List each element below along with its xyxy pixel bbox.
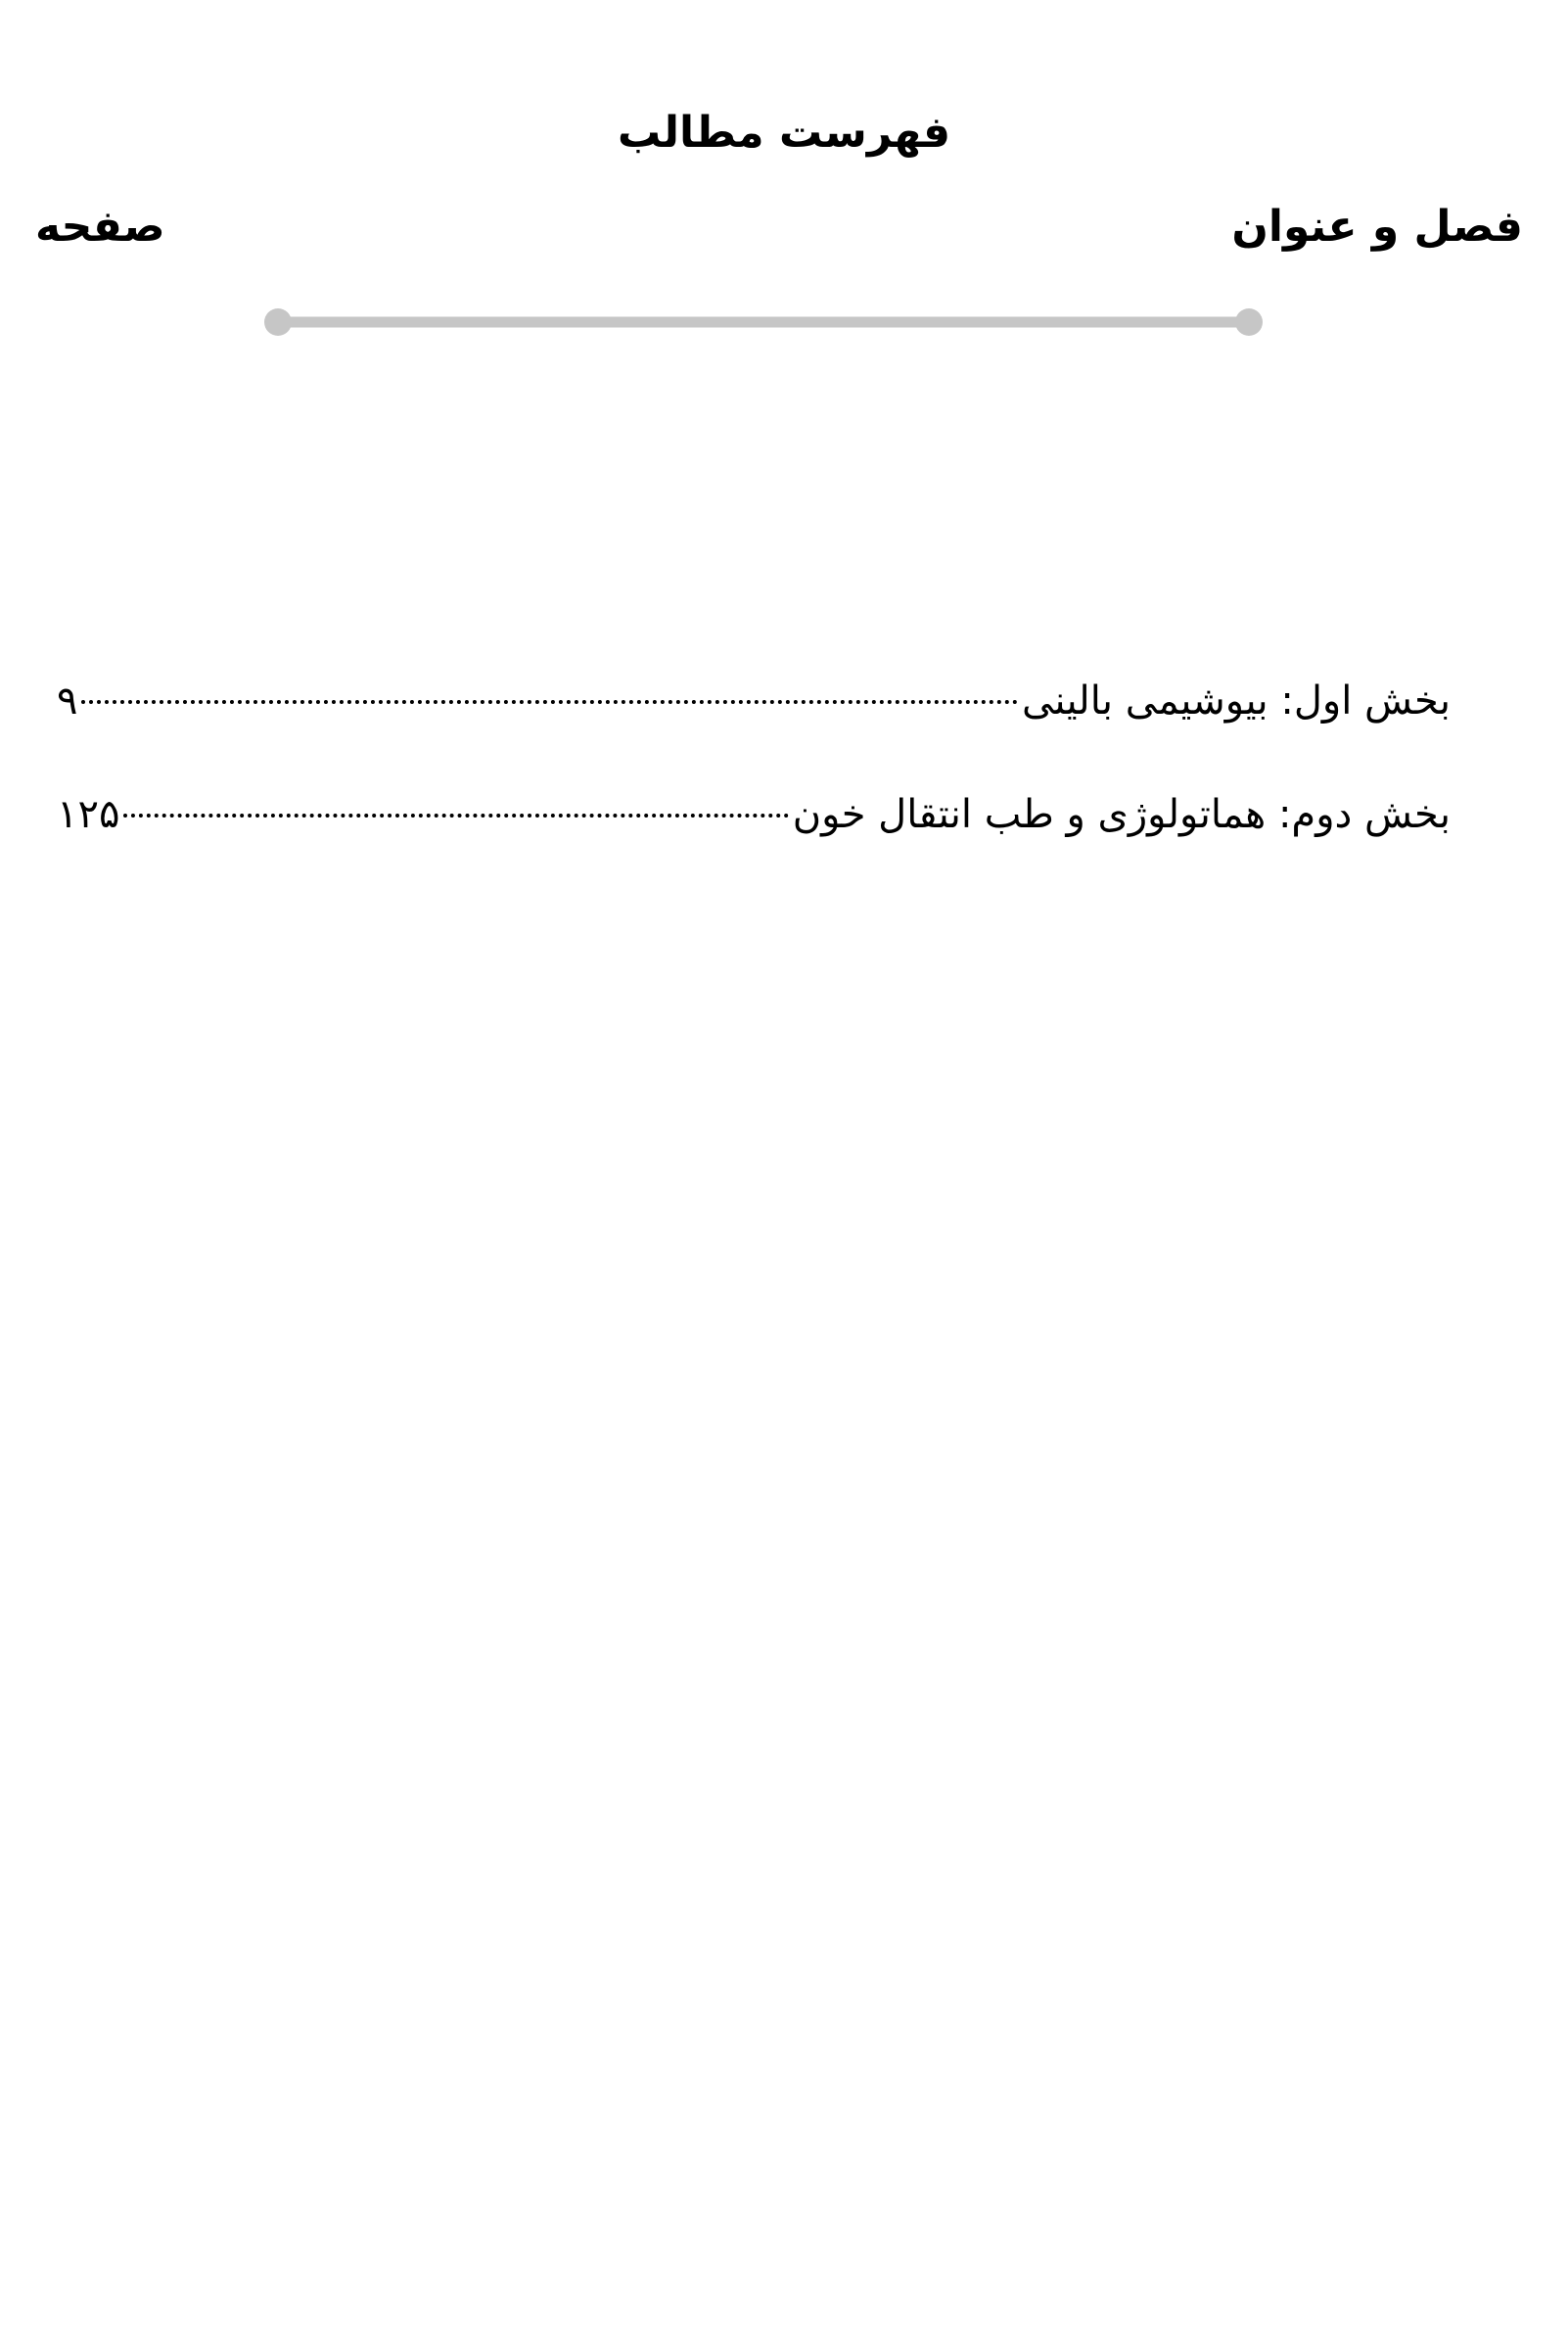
- toc-entry-title: بخش اول: بیوشیمی بالینی: [1022, 678, 1451, 724]
- toc-entry-title: بخش دوم: هماتولوژی و طب انتقال خون: [792, 792, 1451, 837]
- dot-leader: [123, 814, 788, 818]
- column-header-page: صفحه: [35, 202, 165, 252]
- divider-endpoint-right: [1235, 308, 1263, 336]
- dot-leader: [81, 700, 1018, 704]
- header-divider: [260, 307, 1267, 337]
- toc-entry-page: ۹: [57, 678, 78, 724]
- toc-list: [57, 670, 1451, 897]
- page-title: فهرست مطالب: [617, 108, 951, 158]
- column-header-chapter: فصل و عنوان: [1231, 202, 1523, 252]
- toc-entry[interactable]: [57, 783, 1451, 897]
- divider-endpoint-left: [264, 308, 292, 336]
- toc-entry-page: ۱۲۵: [57, 792, 120, 837]
- toc-entry[interactable]: [57, 670, 1451, 783]
